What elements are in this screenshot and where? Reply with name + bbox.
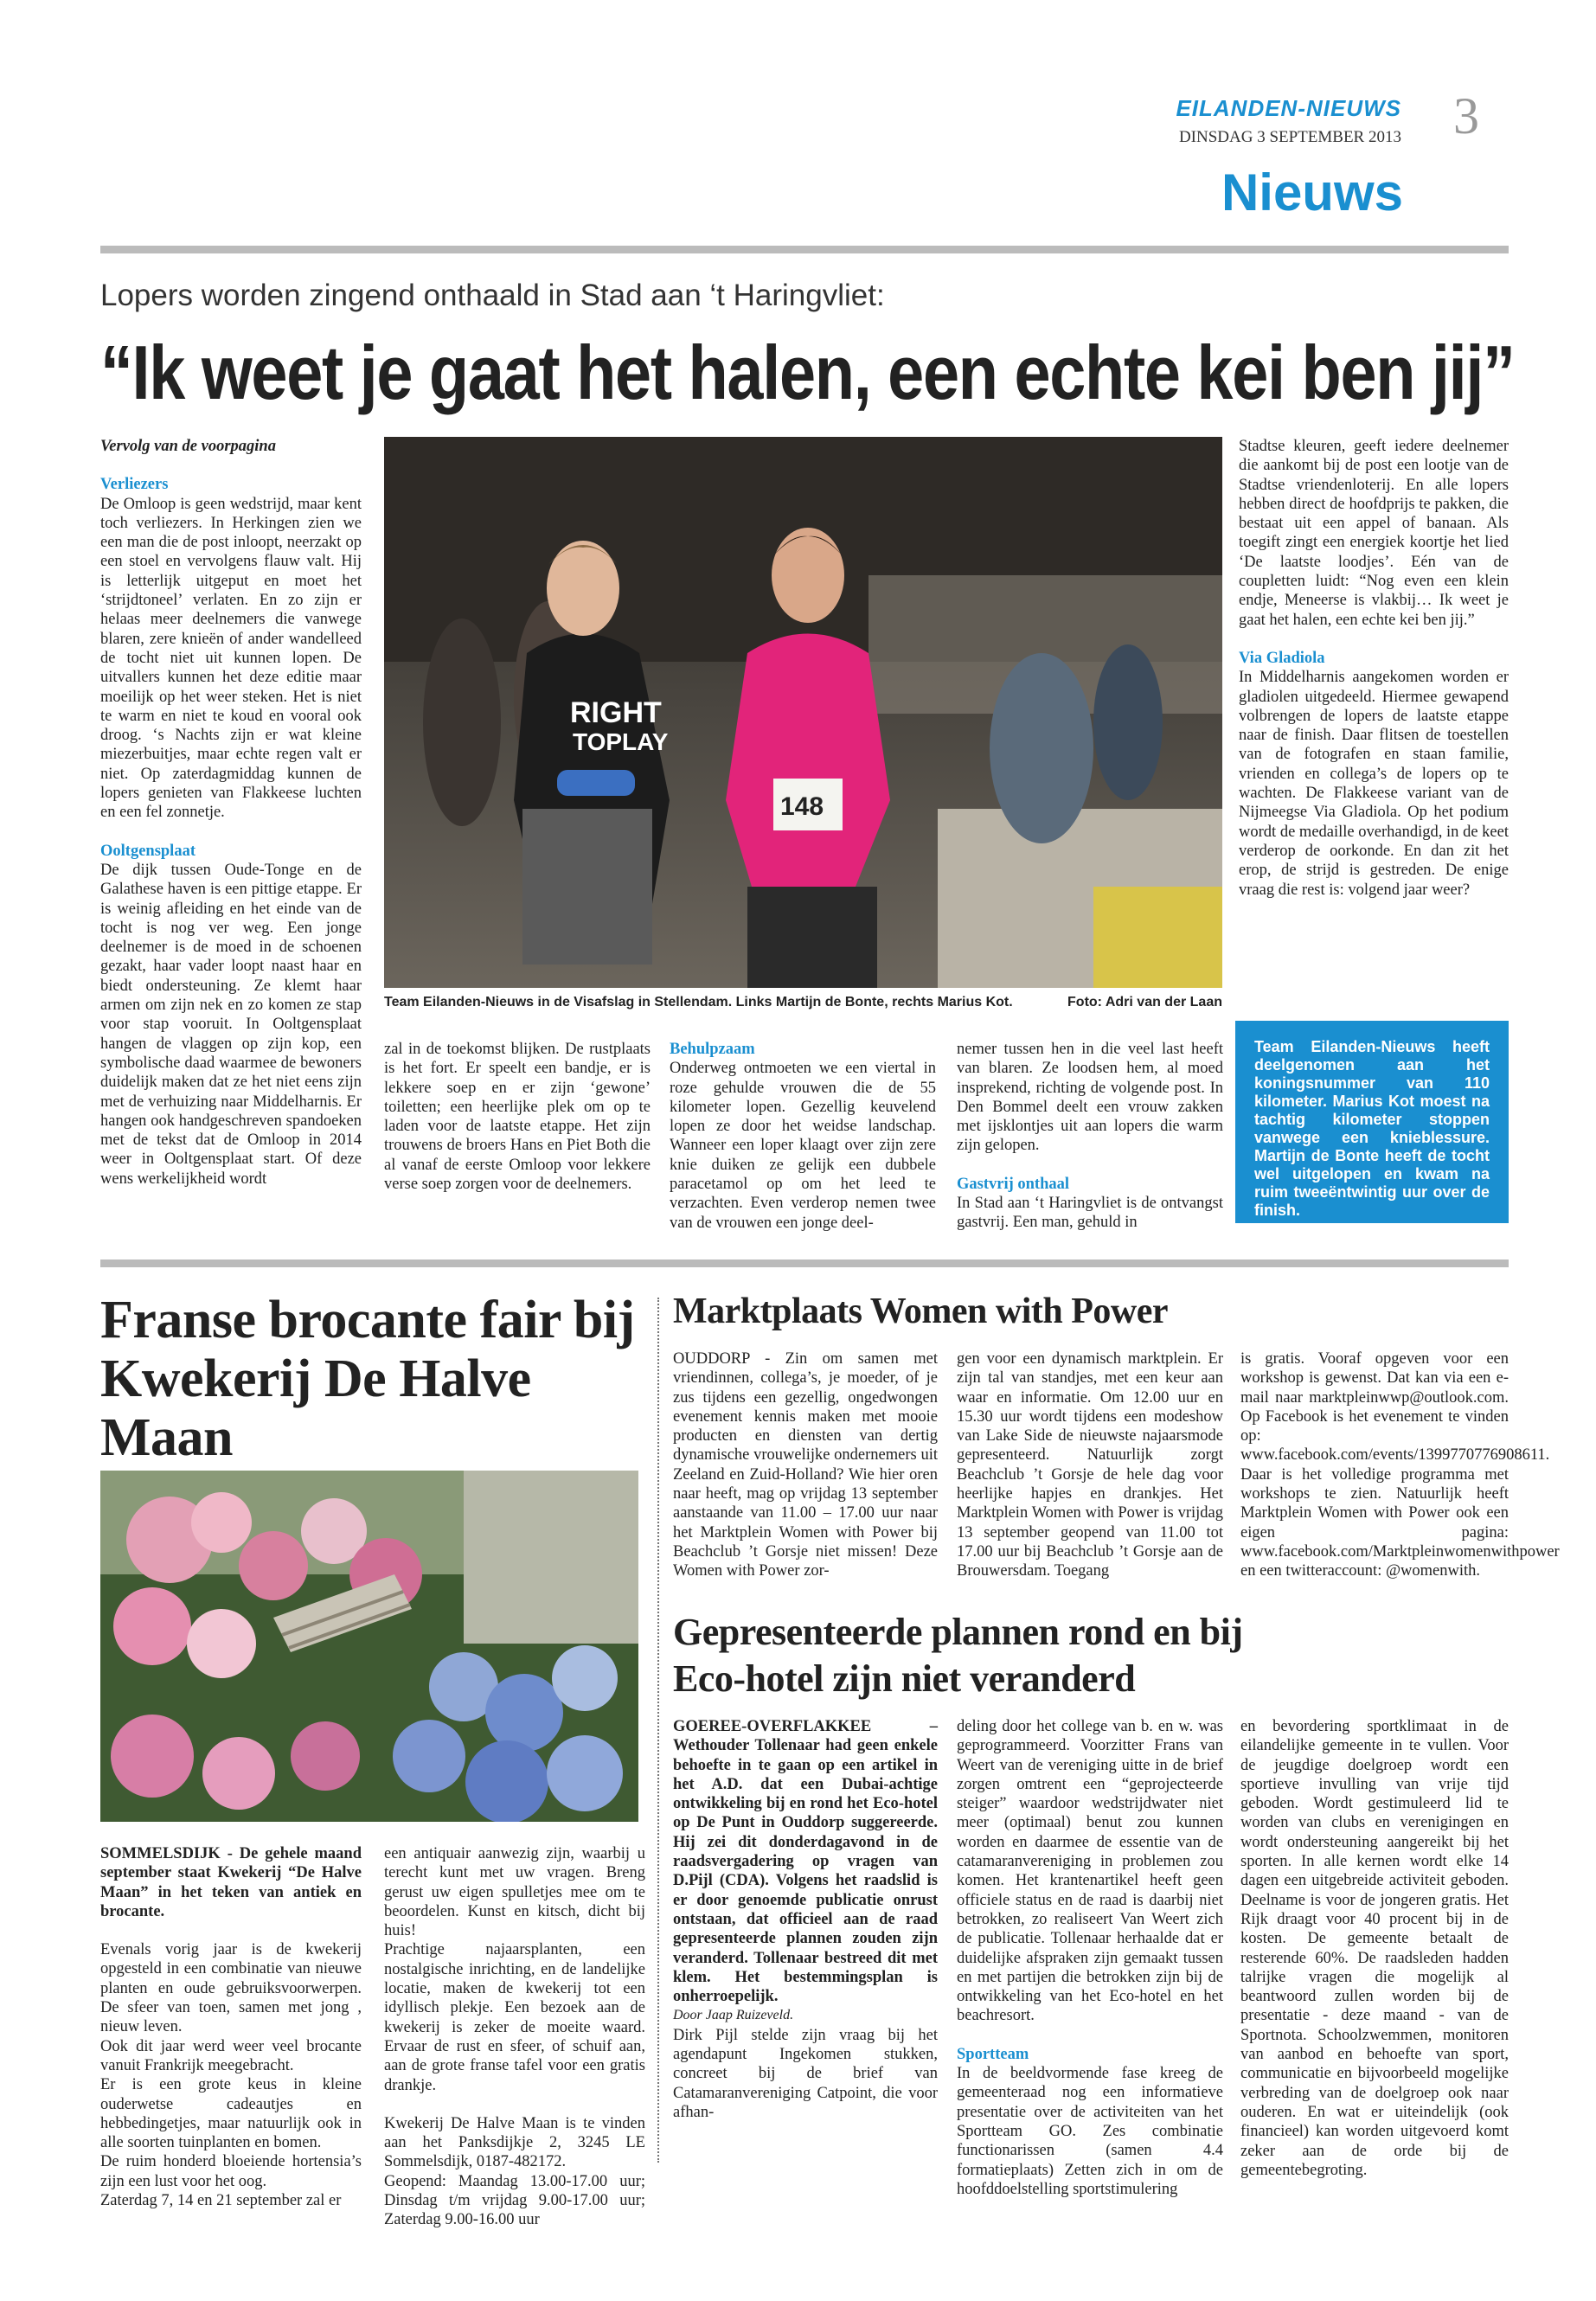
paragraph: nemer tussen hen in die veel last heeft van blaren. Ze loodsen hem, al moed insprekend, richting de volgende post. In Den Bommel deelt een vrouw zakken met ijsklontjes uit aan lopers die warm zijn gelopen. <box>957 1041 1223 1155</box>
article4-column-3 <box>1240 1717 1509 2180</box>
address-block: Kwekerij De Halve Maan is te vinden aan het Panksdijkje 2, 3245 LE Sommelsdijk, 0187-482172. Geopend: Maandag 13.00-17.00 uur; Dinsdag t/m vrijdag 9.00-17.00 uur; Zaterdag 9.00-16.00 uur <box>384 2114 645 2229</box>
article1-column-3 <box>670 1040 936 1233</box>
shirt-text-2: TOPLAY <box>573 728 669 755</box>
section-title: Nieuws <box>1221 163 1403 221</box>
article4-column-2 <box>957 1717 1223 2199</box>
article4-column-1 <box>673 1717 938 2122</box>
paragraph: deling door het college van b. en w. was geprogrammeerd. Voorzitter Frans van Weert van de vereniging uitte in de brief zorgen omtrent een “geprojecteerde steiger” waardoor wedstrijdwater niet meer (optimaal) benut zou kunnen worden en daarmee de essentie van de catamaranvereniging in problemen zou komen. Het krantenartikel heeft geen officiele status en de raad is daarbij niet betrokken, zo realiseert Van Weert zich de publicatie. Tollenaar herhaalde dat er duidelijke afspraken zijn gemaakt tussen en met partijen die betrokken zijn bij de ontwikkeling van het Eco-hotel en het beachresort. <box>957 1718 1223 2025</box>
article1-headline: “Ik weet je gaat het halen, een echte kei ben jij” <box>100 330 1515 415</box>
header-rule <box>100 246 1509 253</box>
column-divider <box>657 1298 659 2163</box>
runners-photo <box>384 437 1222 988</box>
subheading: Gastvrij onthaal <box>957 1175 1070 1193</box>
bib-number: 148 <box>780 792 824 821</box>
photo-credit: Foto: Adri van der Laan <box>1067 995 1222 1009</box>
continued-note: Vervolg van de voorpagina <box>100 438 276 455</box>
article1-column-1 <box>100 437 362 1189</box>
subheading: Sportteam <box>957 2045 1029 2063</box>
page-number: 3 <box>1453 87 1479 144</box>
article3-column-1 <box>673 1349 938 1581</box>
article4-headline: Gepresenteerde plannen rond en bij Eco-hotel zijn niet veranderd <box>673 1611 1243 1700</box>
subheading: Verliezers <box>100 476 169 494</box>
nursery-photo <box>100 1471 638 1822</box>
article1-column-5 <box>1239 437 1509 900</box>
paragraph: Onderweg ontmoeten we een viertal in roze gehulde vrouwen die de 55 kilometer lopen. Gezellig keuvelend lopen ze door het weidse landschap. Wanneer een loper klaagt over zijn zere knie duiken ze gelijk een dubbele paracetamol op om het leed te verzachten. Even verderop nemen twee van de vrouwen een jonge deel- <box>670 1060 936 1232</box>
paragraph: gen voor een dynamisch marktplein. Er zijn tal van standjes, met een keur aan waar en informatie. Om 12.00 uur en 15.30 uur wordt tijdens een modeshow van Lake Side de nieuwste najaarsmode gepresenteerd. Natuurlijk zorgt Beachclub ’t Gorsje de hele dag voor heerlijke hapjes en drankjes. Het Marktplein Women with Power is vrijdag 13 september geopend van 11.00 tot 17.00 uur bij Beachclub ’t Gorsje aan de Brouwersdam. Toegang <box>957 1350 1223 1580</box>
paragraph: In de beeldvormende fase kreeg de gemeenteraad nog een informatieve presentatie over de activiteiten van het Sportteam GO. Zes combinatie functionarissen (samen 4.4 formatieplaats) Zetten zich in om de hoofddoelstelling sportstimulering <box>957 2065 1223 2198</box>
lead-paragraph: GOEREE-OVERFLAKKEE – Wethouder Tollenaar had geen enkele behoefte in te gaan op een artikel in het A.D. dat een Dubai-achtige ontwikkeling bij en rond het Eco-hotel op De Punt in Ouddorp suggereerde. Hij zei dit donderdagavond in de raadsvergadering op vragen van D.Pijl (CDA). Volgens het raadslid is er door genoemde publicatie onrust ontstaan, dat officieel aan de raad gepresenteerde plannen zouden zijn veranderd. Tollenaar bestreed dit met klem. Het bestemmingsplan is onherroepelijk. <box>673 1718 938 2006</box>
paragraph: De dijk tussen Oude-Tonge en de Galathese haven is een pittige etappe. Er is weinig afleiding en het einde van de tocht is nog ver weg. Een jonge deelnemer is de moed in de schoenen gezakt, haar vader loopt naast haar en biedt ondersteuning. Ze klemt haar armen om zijn nek en zo komen ze stap voor stap vooruit. In Ooltgensplaat hangen de vlaggen op zijn kop, een symbolische daad waarmee de bewoners duidelijk maken dat ze het niet eens zijn met de verhuizing naar Middelharnis. Er hangen ook handgeschreven spandoeken met de tekst dat de Omloop in 2014 weer in Ooltgensplaat start. Of deze wens werkelijkheid wordt <box>100 861 362 1188</box>
paragraph: een antiquair aanwezig zijn, waarbij u terecht kunt met uw vragen. Breng gerust uw eigen spulletjes mee om te beoordelen. Kunst en kitsch, dicht bij huis! Prachtige najaarsplanten, een nostalgische inrichting, en de landelijke locatie, maken de kwekerij tot een idyllisch plekje. Een bezoek aan de kwekerij is zeker de moeite waard. Ervaar de rust en sfeer, of schuif aan, aan de grote franse tafel voor een gratis drankje. <box>384 1845 645 2094</box>
paragraph: In Stad aan ‘t Haringvliet is de ontvangst gastvrij. Een man, gehuld in <box>957 1195 1223 1232</box>
article3-headline: Marktplaats Women with Power <box>673 1292 1169 1331</box>
subheading: Behulpzaam <box>670 1041 755 1058</box>
issue-date: DINSDAG 3 SEPTEMBER 2013 <box>1178 128 1401 146</box>
section-rule <box>100 1259 1509 1267</box>
paragraph: De Omloop is geen wedstrijd, maar kent toch verliezers. In Herkingen zien we een man die de post inloopt, neerzakt op een stoel en vervolgens flauw valt. Hij is letterlijk uitgeput en moet het ‘strijdtoneel’ verlaten. En zo zijn er helaas meer deelnemers die vanwege blaren, zere knieën of ander wandelleed de tocht niet uit kunnen lopen. De uitvallers kunnen het deze editie maar moeilijk op het weer steken. Het is niet te warm en niet te koud en vooral ook droog. ‘s Nachts zijn er wat kleine miezerbuitjes, maar echte regen valt er niet. Op zaterdagmiddag kunnen de lopers genieten van Flakkeese luchten en een fel zonnetje. <box>100 495 362 822</box>
article2-column-1 <box>100 1844 362 2210</box>
paragraph: Stadtse kleuren, geeft iedere deelnemer die aankomt bij de post een lootje van de Stadtse vriendenloterij. En alle lopers hebben direct de hoofdprijs te pakken, die bestaat uit een appel of banaan. Als toegift zingt een energiek koortje het lied ‘De laatste loodjes’. Eén van de coupletten luidt: “Nog even een klein endje, Meneerse is vlakbij… Ik weet je gaat het halen, een echte kei ben jij.” <box>1239 438 1509 629</box>
article1-column-2 <box>384 1040 651 1194</box>
byline: Door Jaap Ruizeveld. <box>673 2008 794 2023</box>
paragraph: Evenals vorig jaar is de kwekerij opgesteld in een combinatie van nieuwe planten en oude gebruiksvoorwerpen. De sfeer van toen, samen met jong , nieuw leven. Ook dit jaar werd weer veel brocante vanuit Frankrijk meegebracht. Er is een grote keus in kleine ouderwetse cadeautjes en hebbedingetjes, maar natuurlijk ook in alle soorten tuinplanten en bomen. De ruim honderd bloeiende hortensia’s zijn een lust voor het oog. Zaterdag 7, 14 en 21 september zal er <box>100 1941 362 2210</box>
shirt-text-1: RIGHT <box>570 696 662 729</box>
subheading: Via Gladiola <box>1239 649 1325 667</box>
masthead-logo: EILANDEN-NIEUWS <box>1176 95 1401 121</box>
paragraph: OUDDORP - Zin om samen met vriendinnen, collega’s, je moeder, of je zus tijdens een gezellig, ongedwongen evenement kennis maken met mooie producten en diensten van dertig dynamische vrouwelijke ondernemers uit Zeeland en Zuid-Holland? Wie hier oren naar heeft, mag op vrijdag 13 september aanstaande van 11.00 – 17.00 uur naar het Marktplein Women with Power bij Beachclub ’t Gorsje niet missen! Deze Women with Power zor- <box>673 1350 938 1580</box>
article1-kicker: Lopers worden zingend onthaald in Stad aan ‘t Haringvliet: <box>100 279 885 312</box>
paragraph: en bevordering sportklimaat in de eilandelijke gemeente in te vullen. Voor de jeugdige doelgroep wordt een sportieve invulling van vrije tijd geboden. Wordt gestimuleerd lid te worden van clubs en verenigingen en wordt ondersteuning aangereikt bij het sporten. In alle kernen wordt elke 14 dagen een uitgebreide activiteit geboden. Deelname is voor de jongeren gratis. Het Rijk draagt voor 40 procent bij in de kosten. De gemeente betaalt de resterende 60%. De raadsleden hadden talrijke vragen die mogelijk al beantwoord zullen worden bij de presentatie - deze maand - van de Sportnota. Schoolzwemmen, monitoren van aanbod en behoefte van sport, communicatie en bijvoorbeeld mogelijke verbreding van de doelgroep ook naar ouderen. En wat er uiteindelijk (ook financieel) kan worden uitgevoerd komt zeker aan de orde bij de gemeentebegroting. <box>1240 1718 1509 2179</box>
lead-paragraph: SOMMELSDIJK - De gehele maand september staat Kwekerij “De Halve Maan” in het teken van antiek en brocante. <box>100 1845 362 1920</box>
paragraph: is gratis. Vooraf opgeven voor een workshop is gewenst. Dat kan via een e-mail naar marktpleinwwp@outlook.com. Op Facebook is het evenement te vinden op: www.facebook.com/events/1399770776908611. Daar is het volledige programma met workshops te zien. Natuurlijk heeft Marktplein Women with Power ook een eigen pagina: www.facebook.com/Marktpleinwomenwithpower en een twitteraccount: @womenwith. <box>1240 1350 1560 1580</box>
photo-caption: Team Eilanden-Nieuws in de Visafslag in Stellendam. Links Martijn de Bonte, rechts Marius Kot. <box>384 995 1013 1009</box>
article2-headline: Franse brocante fair bij Kwekerij De Halve Maan <box>100 1291 635 1467</box>
paragraph: Dirk Pijl stelde zijn vraag bij het agendapunt Ingekomen stukken, concreet bij de brief van Catamaranvereniging Catpoint, die voor afhan- <box>673 2026 938 2121</box>
article2-column-2 <box>384 1844 645 2230</box>
article1-column-4 <box>957 1040 1223 1233</box>
paragraph: In Middelharnis aangekomen worden er gladiolen uitgedeeld. Hiermee gewapend volbrengen de lopers de laatste etappe naar de finish. Daar flitsen de toestellen van de fotografen en staan familie, vrienden en collega’s de lopers op te wachten. De Flakkeese variant van de Nijmeegse Via Gladiola. Op het podium wordt de medaille overhandigd, in de keet verderop de oorkonde. En dan zit het erop, de strijd is gestreden. De enige vraag die rest is: volgend jaar weer? <box>1239 669 1509 899</box>
team-info-box: Team Eilanden-Nieuws heeft deelgenomen aan het koningsnummer van 110 kilometer. Marius Kot moest na tachtig kilometer stoppen vanwege een knieblessure. Martijn de Bonte heeft de tocht wel uitgelopen en kwam na ruim tweeëntwintig uur over de finish. <box>1235 1021 1509 1223</box>
subheading: Ooltgensplaat <box>100 842 195 860</box>
article3-column-2 <box>957 1349 1223 1581</box>
paragraph: zal in de toekomst blijken. De rustplaats is het fort. Er speelt een bandje, er is lekkere soep en er zijn ‘gewone’ toiletten; een heerlijke plek om op te laden voor de laatste etappe. Het zijn trouwens de broers Hans en Piet Both die al vanaf de eerste Omloop voor lekkere verse soep zorgen voor de deelnemers. <box>384 1041 651 1194</box>
article3-column-3 <box>1240 1349 1560 1581</box>
